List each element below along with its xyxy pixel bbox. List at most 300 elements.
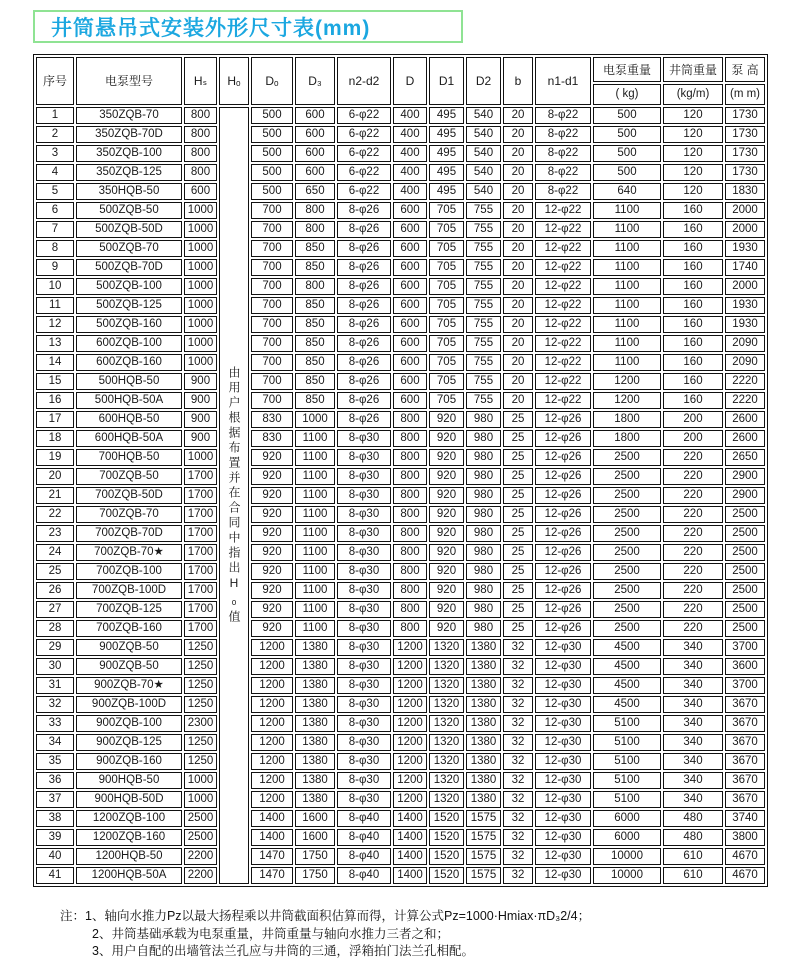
table-cell: 8 (36, 240, 74, 257)
table-cell: 540 (466, 183, 501, 200)
table-cell: 8-φ30 (337, 639, 391, 656)
table-cell: 1000 (184, 259, 217, 276)
table-cell: 8-φ26 (337, 392, 391, 409)
table-cell: 12-φ30 (535, 810, 591, 827)
table-cell: 900ZQB-50 (76, 639, 182, 656)
table-cell: 25 (503, 563, 533, 580)
col-header-model: 电泵型号 (76, 57, 182, 105)
table-cell: 500 (251, 107, 293, 124)
table-cell: 1250 (184, 734, 217, 751)
table-cell: 25 (503, 525, 533, 542)
table-cell: 6-φ22 (337, 107, 391, 124)
table-cell: 480 (663, 829, 723, 846)
table-cell: 800 (393, 563, 427, 580)
table-cell: 1320 (429, 658, 464, 675)
table-cell: 705 (429, 335, 464, 352)
table-cell: 920 (429, 411, 464, 428)
table-cell: 120 (663, 164, 723, 181)
table-cell: 495 (429, 183, 464, 200)
table-cell: 3740 (725, 810, 765, 827)
table-cell: 980 (466, 487, 501, 504)
table-cell: 755 (466, 221, 501, 238)
table-row (36, 183, 765, 200)
table-cell: 1600 (295, 829, 335, 846)
table-cell: 32 (503, 734, 533, 751)
table-cell: 700ZQB-70 (76, 506, 182, 523)
table-cell: 1200 (593, 392, 661, 409)
table-cell: 610 (663, 848, 723, 865)
table-cell: 755 (466, 316, 501, 333)
table-cell: 1200ZQB-160 (76, 829, 182, 846)
table-cell: 920 (429, 525, 464, 542)
table-cell: 3670 (725, 753, 765, 770)
table-cell: 1 (36, 107, 74, 124)
table-cell: 600HQB-50A (76, 430, 182, 447)
table-cell: 540 (466, 164, 501, 181)
table-cell: 700ZQB-50 (76, 468, 182, 485)
table-cell: 900ZQB-125 (76, 734, 182, 751)
table-cell: 220 (663, 506, 723, 523)
table-row (36, 620, 765, 637)
table-row (36, 753, 765, 770)
table-cell: 22 (36, 506, 74, 523)
table-cell: 8-φ26 (337, 316, 391, 333)
table-cell: 12-φ26 (535, 487, 591, 504)
col-unit-barrel-weight: (kg/m) (663, 84, 723, 105)
table-cell: 1200 (393, 696, 427, 713)
table-cell: 755 (466, 297, 501, 314)
table-cell: 1100 (593, 259, 661, 276)
table-cell: 800 (295, 202, 335, 219)
table-cell: 350ZQB-100 (76, 145, 182, 162)
table-cell: 4500 (593, 696, 661, 713)
table-cell: 1320 (429, 753, 464, 770)
table-cell: 800 (393, 411, 427, 428)
table-cell: 705 (429, 221, 464, 238)
table-cell: 1520 (429, 810, 464, 827)
table-cell: 120 (663, 107, 723, 124)
table-cell: 600 (393, 221, 427, 238)
table-cell: 2200 (184, 867, 217, 884)
table-cell: 8-φ26 (337, 335, 391, 352)
table-cell: 6-φ22 (337, 183, 391, 200)
table-row (36, 829, 765, 846)
table-cell: 1380 (466, 772, 501, 789)
table-row (36, 278, 765, 295)
table-cell: 12-φ30 (535, 734, 591, 751)
col-header-pump-height: 泵 高 (725, 57, 765, 82)
table-row (36, 335, 765, 352)
table-cell: 6-φ22 (337, 164, 391, 181)
table-cell: 2600 (725, 430, 765, 447)
table-cell: 850 (295, 316, 335, 333)
table-cell: 32 (503, 677, 533, 694)
table-cell: 850 (295, 392, 335, 409)
table-cell: 755 (466, 335, 501, 352)
table-cell: 1380 (466, 753, 501, 770)
table-cell: 1100 (295, 430, 335, 447)
table-cell: 1100 (295, 449, 335, 466)
table-cell: 800 (393, 544, 427, 561)
table-cell: 2500 (725, 563, 765, 580)
table-cell: 25 (503, 620, 533, 637)
table-cell: 400 (393, 107, 427, 124)
table-cell: 32 (503, 848, 533, 865)
table-row (36, 639, 765, 656)
table-cell: 19 (36, 449, 74, 466)
table-cell: 5100 (593, 734, 661, 751)
table-cell: 20 (503, 126, 533, 143)
table-cell: 2220 (725, 373, 765, 390)
table-cell: 2000 (725, 202, 765, 219)
table-cell: 25 (503, 601, 533, 618)
table-cell: 500ZQB-160 (76, 316, 182, 333)
table-cell: 1200 (393, 715, 427, 732)
table-cell: 20 (503, 373, 533, 390)
table-cell: 8-φ30 (337, 582, 391, 599)
table-cell: 26 (36, 582, 74, 599)
table-cell: 3670 (725, 791, 765, 808)
table-cell: 200 (663, 430, 723, 447)
table-cell: 12-φ22 (535, 221, 591, 238)
table-cell: 1470 (251, 848, 293, 865)
table-row (36, 297, 765, 314)
table-cell: 1200 (393, 658, 427, 675)
table-cell: 1100 (593, 354, 661, 371)
table-cell: 10 (36, 278, 74, 295)
table-cell: 120 (663, 145, 723, 162)
table-cell: 1400 (393, 829, 427, 846)
table-cell: 12-φ26 (535, 430, 591, 447)
table-cell: 2500 (593, 620, 661, 637)
table-cell: 4670 (725, 848, 765, 865)
table-cell: 200 (663, 411, 723, 428)
table-cell: 800 (184, 145, 217, 162)
table-cell: 1200 (251, 639, 293, 656)
table-cell: 1380 (466, 658, 501, 675)
table-cell: 2090 (725, 354, 765, 371)
table-cell: 1100 (295, 563, 335, 580)
table-cell: 8-φ26 (337, 411, 391, 428)
table-cell: 1750 (295, 867, 335, 884)
table-cell: 800 (393, 430, 427, 447)
table-cell: 21 (36, 487, 74, 504)
table-cell: 340 (663, 791, 723, 808)
table-cell: 705 (429, 278, 464, 295)
table-cell: 2500 (184, 810, 217, 827)
table-cell: 8-φ30 (337, 696, 391, 713)
table-row (36, 164, 765, 181)
table-cell: 15 (36, 373, 74, 390)
table-cell: 2220 (725, 392, 765, 409)
table-cell: 8-φ30 (337, 734, 391, 751)
table-cell: 3700 (725, 639, 765, 656)
table-cell: 160 (663, 240, 723, 257)
table-cell: 800 (393, 620, 427, 637)
table-cell: 25 (36, 563, 74, 580)
table-row (36, 430, 765, 447)
table-cell: 850 (295, 335, 335, 352)
table-cell: 495 (429, 164, 464, 181)
table-cell: 340 (663, 772, 723, 789)
table-cell: 2900 (725, 487, 765, 504)
table-cell: 8-φ30 (337, 620, 391, 637)
table-cell: 800 (295, 221, 335, 238)
table-cell: 12-φ30 (535, 867, 591, 884)
table-cell: 800 (184, 107, 217, 124)
table-cell: 14 (36, 354, 74, 371)
table-cell: 755 (466, 278, 501, 295)
table-cell: 36 (36, 772, 74, 789)
table-cell: 2000 (725, 278, 765, 295)
table-cell: 1100 (295, 468, 335, 485)
table-cell: 1380 (295, 791, 335, 808)
table-cell: 32 (503, 829, 533, 846)
table-cell: 2500 (593, 582, 661, 599)
table-cell: 32 (503, 867, 533, 884)
table-cell: 980 (466, 582, 501, 599)
table-cell: 600 (295, 126, 335, 143)
table-cell: 600 (393, 202, 427, 219)
table-cell: 1000 (184, 297, 217, 314)
table-cell: 920 (429, 468, 464, 485)
table-cell: 920 (429, 601, 464, 618)
table-row (36, 848, 765, 865)
table-cell: 1700 (184, 582, 217, 599)
table-cell: 980 (466, 563, 501, 580)
table-cell: 500ZQB-125 (76, 297, 182, 314)
table-cell: 920 (251, 487, 293, 504)
table-cell: 1250 (184, 658, 217, 675)
table-cell: 1380 (295, 734, 335, 751)
col-header-pump-weight: 电泵重量 (593, 57, 661, 82)
table-cell: 25 (503, 544, 533, 561)
table-row (36, 240, 765, 257)
table-cell: 8-φ30 (337, 791, 391, 808)
table-cell: 41 (36, 867, 74, 884)
table-cell: 350ZQB-70D (76, 126, 182, 143)
table-cell: 2500 (593, 487, 661, 504)
table-cell: 980 (466, 411, 501, 428)
table-cell: 220 (663, 620, 723, 637)
table-row (36, 468, 765, 485)
table-cell: 980 (466, 430, 501, 447)
table-cell: 12-φ26 (535, 601, 591, 618)
table-cell: 8-φ22 (535, 107, 591, 124)
col-header-do: Dₒ (251, 57, 293, 105)
table-cell: 17 (36, 411, 74, 428)
table-cell: 8-φ26 (337, 221, 391, 238)
table-cell: 900ZQB-100 (76, 715, 182, 732)
table-cell: 800 (393, 525, 427, 542)
table-cell: 20 (503, 145, 533, 162)
table-cell: 705 (429, 316, 464, 333)
table-cell: 20 (503, 259, 533, 276)
table-cell: 500 (251, 183, 293, 200)
table-cell: 12-φ30 (535, 658, 591, 675)
table-cell: 8-φ40 (337, 829, 391, 846)
table-cell: 20 (503, 240, 533, 257)
table-cell: 12-φ22 (535, 373, 591, 390)
table-cell: 12-φ22 (535, 354, 591, 371)
table-cell: 1730 (725, 145, 765, 162)
table-cell: 340 (663, 696, 723, 713)
table-cell: 2500 (593, 468, 661, 485)
table-cell: 3670 (725, 772, 765, 789)
table-cell: 1100 (593, 240, 661, 257)
table-cell: 500 (593, 145, 661, 162)
table-cell: 980 (466, 525, 501, 542)
table-cell: 600ZQB-160 (76, 354, 182, 371)
table-cell: 8-φ40 (337, 848, 391, 865)
table-cell: 220 (663, 601, 723, 618)
table-cell: 1000 (184, 772, 217, 789)
table-cell: 1250 (184, 753, 217, 770)
table-cell: 1520 (429, 867, 464, 884)
table-cell: 920 (251, 601, 293, 618)
table-cell: 705 (429, 297, 464, 314)
table-cell: 8-φ22 (535, 164, 591, 181)
table-cell: 4500 (593, 658, 661, 675)
table-cell: 1320 (429, 677, 464, 694)
table-cell: 160 (663, 354, 723, 371)
table-cell: 1200ZQB-100 (76, 810, 182, 827)
table-cell: 755 (466, 240, 501, 257)
table-cell: 1700 (184, 620, 217, 637)
table-cell: 1200 (251, 715, 293, 732)
table-cell: 8-φ26 (337, 354, 391, 371)
table-cell: 340 (663, 734, 723, 751)
table-cell: 12-φ30 (535, 696, 591, 713)
table-cell: 800 (393, 468, 427, 485)
table-cell: 2500 (725, 582, 765, 599)
table-cell: 120 (663, 126, 723, 143)
table-cell: 920 (429, 487, 464, 504)
col-header-d2: D2 (466, 57, 501, 105)
table-row (36, 658, 765, 675)
table-cell: 20 (503, 183, 533, 200)
table-cell: 12-φ26 (535, 525, 591, 542)
table-cell: 32 (503, 772, 533, 789)
table-cell: 700ZQB-100D (76, 582, 182, 599)
table-cell: 30 (36, 658, 74, 675)
table-cell: 1700 (184, 468, 217, 485)
table-cell: 2500 (725, 620, 765, 637)
table-cell: 500ZQB-50 (76, 202, 182, 219)
table-cell: 34 (36, 734, 74, 751)
table-cell: 900ZQB-70★ (76, 677, 182, 694)
table-cell: 4670 (725, 867, 765, 884)
table-row (36, 563, 765, 580)
table-cell: 900HQB-50 (76, 772, 182, 789)
table-cell: 12-φ30 (535, 791, 591, 808)
table-cell: 32 (503, 753, 533, 770)
table-cell: 1740 (725, 259, 765, 276)
table-cell: 1380 (295, 658, 335, 675)
table-cell: 800 (184, 126, 217, 143)
table-cell: 1800 (593, 430, 661, 447)
table-cell: 38 (36, 810, 74, 827)
table-cell: 1200 (251, 734, 293, 751)
table-cell: 11 (36, 297, 74, 314)
table-cell: 500 (593, 126, 661, 143)
table-cell: 900 (184, 373, 217, 390)
col-header-d1: D1 (429, 57, 464, 105)
table-cell: 2500 (725, 525, 765, 542)
table-cell: 600HQB-50 (76, 411, 182, 428)
table-cell: 500 (251, 145, 293, 162)
table-cell: 3670 (725, 715, 765, 732)
table-cell: 700 (251, 221, 293, 238)
table-row (36, 696, 765, 713)
table-cell: 8-φ30 (337, 487, 391, 504)
table-cell: 500 (593, 164, 661, 181)
table-cell: 160 (663, 297, 723, 314)
table-cell: 755 (466, 259, 501, 276)
table-cell: 700ZQB-70★ (76, 544, 182, 561)
table-cell: 700 (251, 316, 293, 333)
table-cell: 700 (251, 278, 293, 295)
table-cell: 1380 (466, 734, 501, 751)
table-row (36, 107, 765, 124)
table-cell: 600ZQB-100 (76, 335, 182, 352)
table-cell: 900 (184, 411, 217, 428)
table-cell: 640 (593, 183, 661, 200)
table-cell: 220 (663, 487, 723, 504)
table-cell: 3670 (725, 734, 765, 751)
table-cell: 18 (36, 430, 74, 447)
table-cell: 980 (466, 544, 501, 561)
table-cell: 1730 (725, 126, 765, 143)
table-row (36, 506, 765, 523)
table-cell: 700 (251, 335, 293, 352)
table-cell: 120 (663, 183, 723, 200)
table-cell: 600 (393, 335, 427, 352)
table-cell: 1200HQB-50A (76, 867, 182, 884)
table-cell: 1800 (593, 411, 661, 428)
table-cell: 800 (393, 601, 427, 618)
table-row (36, 487, 765, 504)
table-cell: 340 (663, 753, 723, 770)
table-cell: 3800 (725, 829, 765, 846)
col-header-n1d1: n1-d1 (535, 57, 591, 105)
table-cell: 700ZQB-50D (76, 487, 182, 504)
table-row (36, 791, 765, 808)
table-cell: 1700 (184, 544, 217, 561)
table-cell: 900HQB-50D (76, 791, 182, 808)
table-cell: 1380 (295, 696, 335, 713)
table-cell: 705 (429, 259, 464, 276)
table-cell: 6 (36, 202, 74, 219)
table-cell: 1200 (393, 791, 427, 808)
table-cell: 400 (393, 183, 427, 200)
table-row (36, 867, 765, 884)
table-cell: 600 (184, 183, 217, 200)
table-cell: 980 (466, 468, 501, 485)
table-cell: 480 (663, 810, 723, 827)
table-cell: 1470 (251, 867, 293, 884)
table-cell: 12-φ30 (535, 829, 591, 846)
table-cell: 500HQB-50A (76, 392, 182, 409)
table-cell: 830 (251, 411, 293, 428)
table-cell: 920 (251, 620, 293, 637)
table-row (36, 354, 765, 371)
table-cell: 8-φ22 (535, 183, 591, 200)
table-cell: 700ZQB-125 (76, 601, 182, 618)
table-cell: 340 (663, 639, 723, 656)
table-cell: 500ZQB-100 (76, 278, 182, 295)
table-cell: 1100 (295, 601, 335, 618)
